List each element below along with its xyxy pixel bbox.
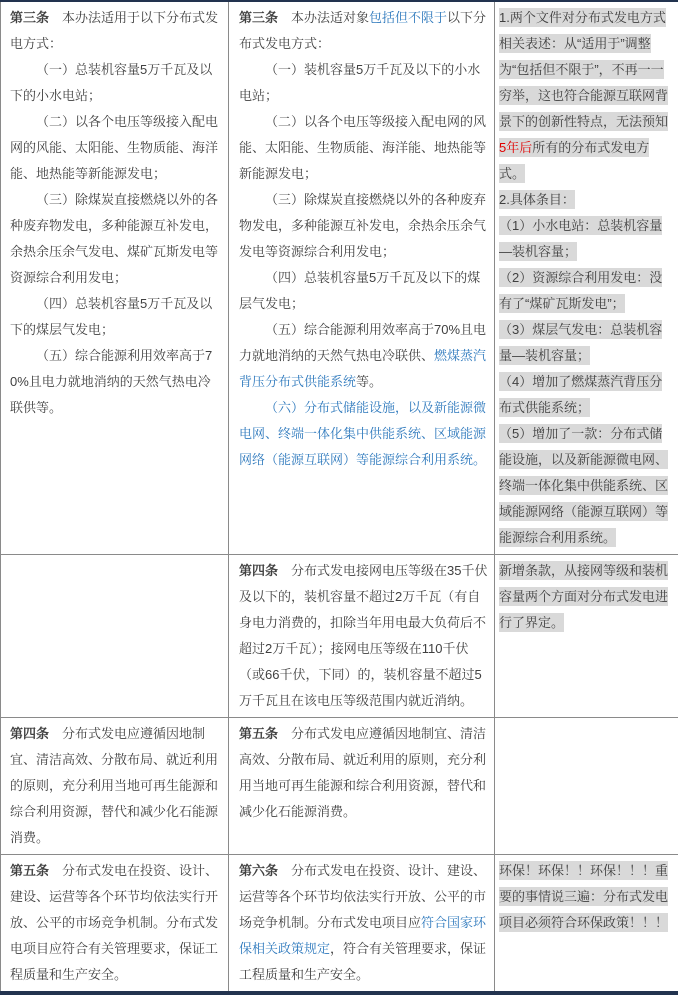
cell-original-text-row4 [1,855,229,994]
cell-revised-text-row2 [229,555,495,718]
table-row-2 [1,555,678,718]
paragraph [499,187,675,213]
text-segment: （二）以各个电压等级接入配电网的风能、太阳能、生物质能、海洋能、地热能等新能源发电； [239,114,486,181]
paragraph [239,721,489,825]
paragraph [499,421,675,551]
text-segment: （一）装机容量5万千瓦及以下的小水电站； [239,62,480,103]
comment-text-segment: 所有的分布式发电方式。 [499,138,649,183]
revised-text-segment: （六）分布式储能设施，以及新能源微电网、终端一体化集中供能系统、区域能源网络（能源互联网）等能源综合利用系统。 [239,400,486,467]
text-segment: 本办法适对象 [278,10,369,25]
text-segment: 以下分布式发电方式： [239,10,486,51]
revised-text-segment: 包括但不限于 [369,10,447,25]
paragraph [239,395,489,473]
text-segment: 第五条 [10,863,49,878]
text-segment: 第三条 [239,10,278,25]
paragraph [499,5,675,187]
comment-text-segment: 新增条款，从接网等级和装机容量两个方面对分布式发电进行了界定。 [499,561,668,632]
cell-original-text-row1 [1,1,229,555]
cell-revised-text-row1 [229,1,495,555]
text-segment: 第四条 [239,563,278,578]
paragraph [10,109,223,187]
text-segment: （四）总装机容量5万千瓦及以下的煤层气发电； [10,296,212,337]
comment-text-segment: 2.具体条目： [499,190,575,209]
comparison-table-body [1,1,678,993]
text-segment: （三）除煤炭直接燃烧以外的各种废弃物发电，多种能源互补发电，余热余压余气发电等资源综合利用发电； [239,192,486,259]
text-segment: （五）综合能源利用效率高于70%且电力就地消纳的天然气热电冷联供等。 [10,348,212,415]
comment-text-segment: （1）小水电站：总装机容量—装机容量； [499,216,662,261]
paragraph [239,5,489,57]
paragraph [239,317,489,395]
cell-original-text-row3 [1,718,229,855]
text-segment: 分布式发电在投资、设计、建设、运营等各个环节均依法实行开放、公平的市场竞争机制。分布式发电项目应符合有关管理要求，保证工程质量和生产安全。 [10,863,218,982]
text-segment: 分布式发电在投资、设计、建设、运营等各个环节均依法实行开放、公平的市场竞争机制。分布式发电项目应 [239,863,486,930]
text-segment: （一）总装机容量5万千瓦及以下的小水电站； [10,62,212,103]
comment-text-segment: （5）增加了一款：分布式储能设施，以及新能源微电网、终端一体化集中供能系统、区域能源网络（能源互联网）等能源综合利用系统。 [499,424,668,547]
paragraph [10,5,223,57]
paragraph [10,343,223,421]
text-segment: 等。 [356,374,382,389]
text-segment: 第三条 [10,10,49,25]
text-segment: 分布式发电接网电压等级在35千伏及以下的，装机容量不超过2万千瓦（有自身电力消费的，扣除当年用电最大负荷后不超过2万千瓦）；接网电压等级在110千伏（或66千伏，下同）的，装机容量不超过5万千瓦且在该电压等级范围内就近消纳。 [239,563,487,708]
alert-text-segment: 5年后 [499,138,532,157]
comment-text-segment: （3）煤层气发电：总装机容量—装机容量； [499,320,662,365]
comment-text-segment: 1.两个文件对分布式发电方式相关表述：从“适用于”调整为“包括但不限于”，不再一一穷举，这也符合能源互联网背景下的创新性特点，无法预知 [499,8,668,131]
text-segment: （五）综合能源利用效率高于70%且电力就地消纳的天然气热电冷联供、 [239,322,486,363]
paragraph [499,265,675,317]
table-row-3 [1,718,678,855]
paragraph [239,109,489,187]
paragraph [10,721,223,851]
text-segment: 本办法适用于以下分布式发电方式： [10,10,218,51]
cell-comments-row1 [495,1,678,555]
paragraph [239,187,489,265]
revised-text-segment: 燃煤蒸汽背压分布式供能系统 [239,348,486,389]
paragraph [499,213,675,265]
paragraph [10,187,223,291]
text-segment: （四）总装机容量5万千瓦及以下的煤层气发电； [239,270,480,311]
paragraph [499,317,675,369]
paragraph [239,265,489,317]
paragraph [239,558,489,714]
text-segment: 第六条 [239,863,278,878]
cell-comments-row4 [495,855,678,994]
paragraph [10,858,223,988]
cell-original-text-row2 [1,555,229,718]
cell-comments-row2 [495,555,678,718]
text-segment: （二）以各个电压等级接入配电网的风能、太阳能、生物质能、海洋能、地热能等新能源发电； [10,114,218,181]
comment-text-segment: （4）增加了燃煤蒸汽背压分布式供能系统； [499,372,662,417]
revised-text-segment: 符合国家环保相关政策规定 [239,915,486,956]
paragraph [239,57,489,109]
paragraph [239,858,489,988]
text-segment: 第五条 [239,726,278,741]
table-row-1 [1,1,678,555]
table-row-4 [1,855,678,994]
paragraph [499,369,675,421]
text-segment: 第四条 [10,726,49,741]
comment-text-segment: 环保！环保！！环保！！！重要的事情说三遍：分布式发电项目必须符合环保政策！！！ [499,861,668,932]
paragraph [499,858,675,936]
cell-revised-text-row3 [229,718,495,855]
comment-text-segment: （2）资源综合利用发电：没有了“煤矿瓦斯发电”； [499,268,662,313]
text-segment: ，符合有关管理要求，保证工程质量和生产安全。 [239,941,486,982]
text-segment: （三）除煤炭直接燃烧以外的各种废弃物发电，多种能源互补发电，余热余压余气发电、煤矿瓦斯发电等资源综合利用发电； [10,192,218,285]
text-segment: 分布式发电应遵循因地制宜、清洁高效、分散布局、就近利用的原则，充分利用当地可再生能源和综合利用资源，替代和减少化石能源消费。 [239,726,486,819]
paragraph [10,291,223,343]
cell-revised-text-row4 [229,855,495,994]
paragraph [499,558,675,636]
cell-comments-row3 [495,718,678,855]
paragraph [10,57,223,109]
text-segment: 分布式发电应遵循因地制宜、清洁高效、分散布局、就近利用的原则，充分利用当地可再生能源和综合利用资源，替代和减少化石能源消费。 [10,726,218,845]
